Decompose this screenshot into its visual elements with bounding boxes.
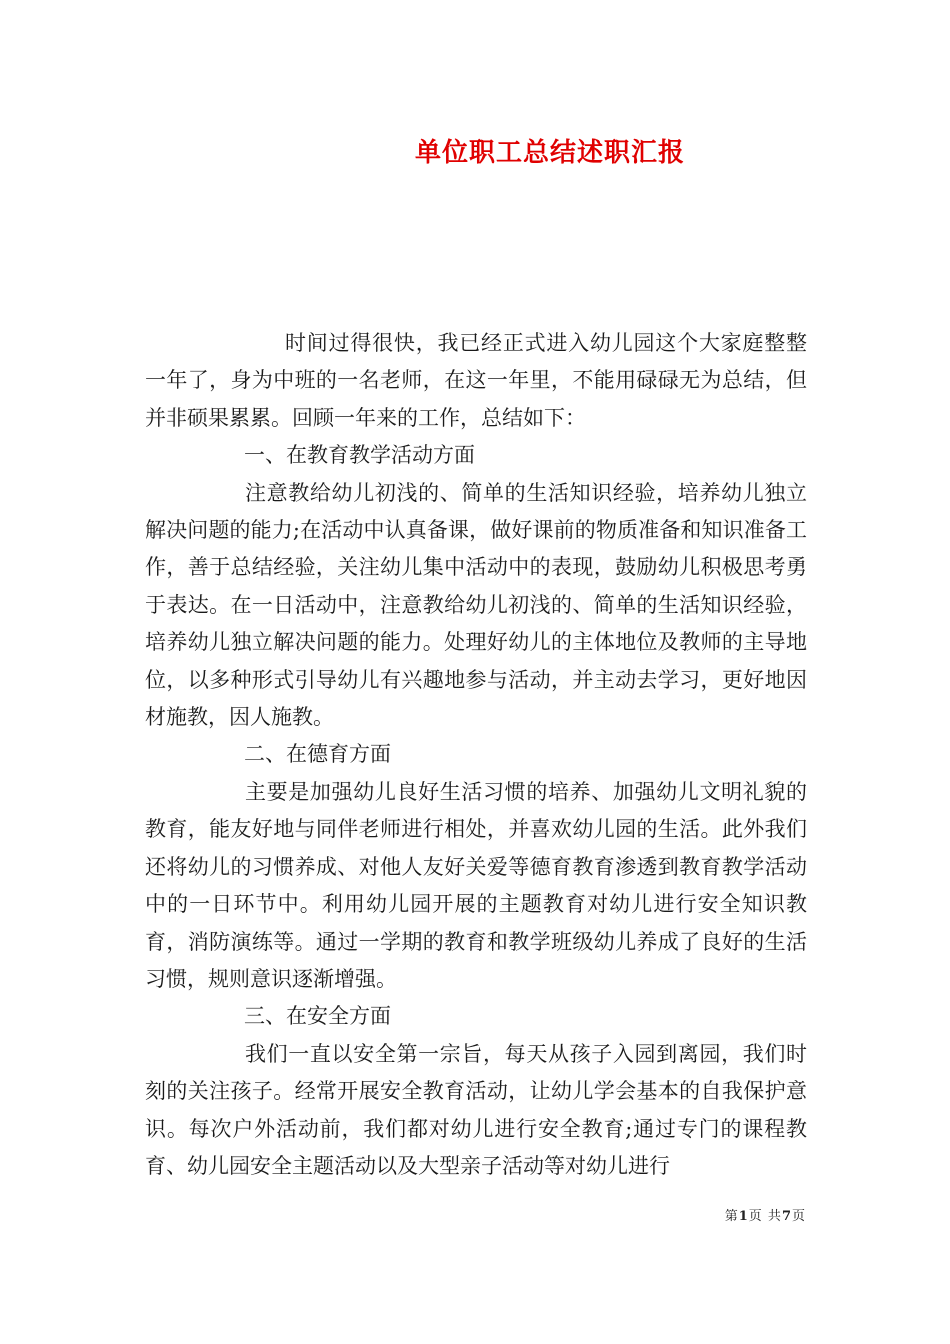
section-paragraph-1: 注意教给幼儿初浅的、简单的生活知识经验，培养幼儿独立解决问题的能力;在活动中认真备课，做好课前的物质准备和知识准备工作，善于总结经验，关注幼儿集中活动中的表现，鼓励幼儿积极思考勇于表达。在一日活动中，注意教给幼儿初浅的、简单的生活知识经验，培养幼儿独立解决问题的能力。处理好幼儿的主体地位及教师的主导地位，以多种形式引导幼儿有兴趣地参与活动，并主动去学习，更好地因材施教，因人施教。 <box>145 480 807 730</box>
intro-paragraph: 时间过得很快，我已经正式进入幼儿园这个大家庭整整一年了，身为中班的一名老师，在这一年里，不能用碌碌无为总结，但并非硕果累累。回顾一年来的工作，总结如下： <box>145 331 807 430</box>
footer-middle: 页 共 <box>748 1209 782 1224</box>
footer-prefix: 第 <box>724 1209 739 1224</box>
footer-current-page: 1 <box>738 1209 749 1224</box>
section-paragraph-2: 主要是加强幼儿良好生活习惯的培养、加强幼儿文明礼貌的教育，能友好地与同伴老师进行相处，并喜欢幼儿园的生活。此外我们还将幼儿的习惯养成、对他人友好关爱等德育教育渗透到教育教学活动中的一日环节中。利用幼儿园开展的主题教育对幼儿进行安全知识教育，消防演练等。通过一学期的教育和教学班级幼儿养成了良好的生活习惯，规则意识逐渐增强。 <box>145 779 807 991</box>
document-body <box>145 325 807 1185</box>
footer-suffix: 页 <box>791 1209 806 1224</box>
page-number-footer <box>725 1205 806 1224</box>
section-heading-1: 一、在教育教学活动方面 <box>244 443 475 468</box>
footer-total-pages: 7 <box>781 1209 792 1224</box>
document-title: 单位职工总结述职汇报 <box>414 138 685 168</box>
section-heading-2: 二、在德育方面 <box>244 742 391 767</box>
section-heading-3: 三、在安全方面 <box>244 1004 391 1029</box>
section-paragraph-3: 我们一直以安全第一宗旨，每天从孩子入园到离园，我们时刻的关注孩子。经常开展安全教育活动，让幼儿学会基本的自我保护意识。每次户外活动前，我们都对幼儿进行安全教育;通过专门的课程教育、幼儿园安全主题活动以及大型亲子活动等对幼儿进行 <box>145 1041 807 1178</box>
